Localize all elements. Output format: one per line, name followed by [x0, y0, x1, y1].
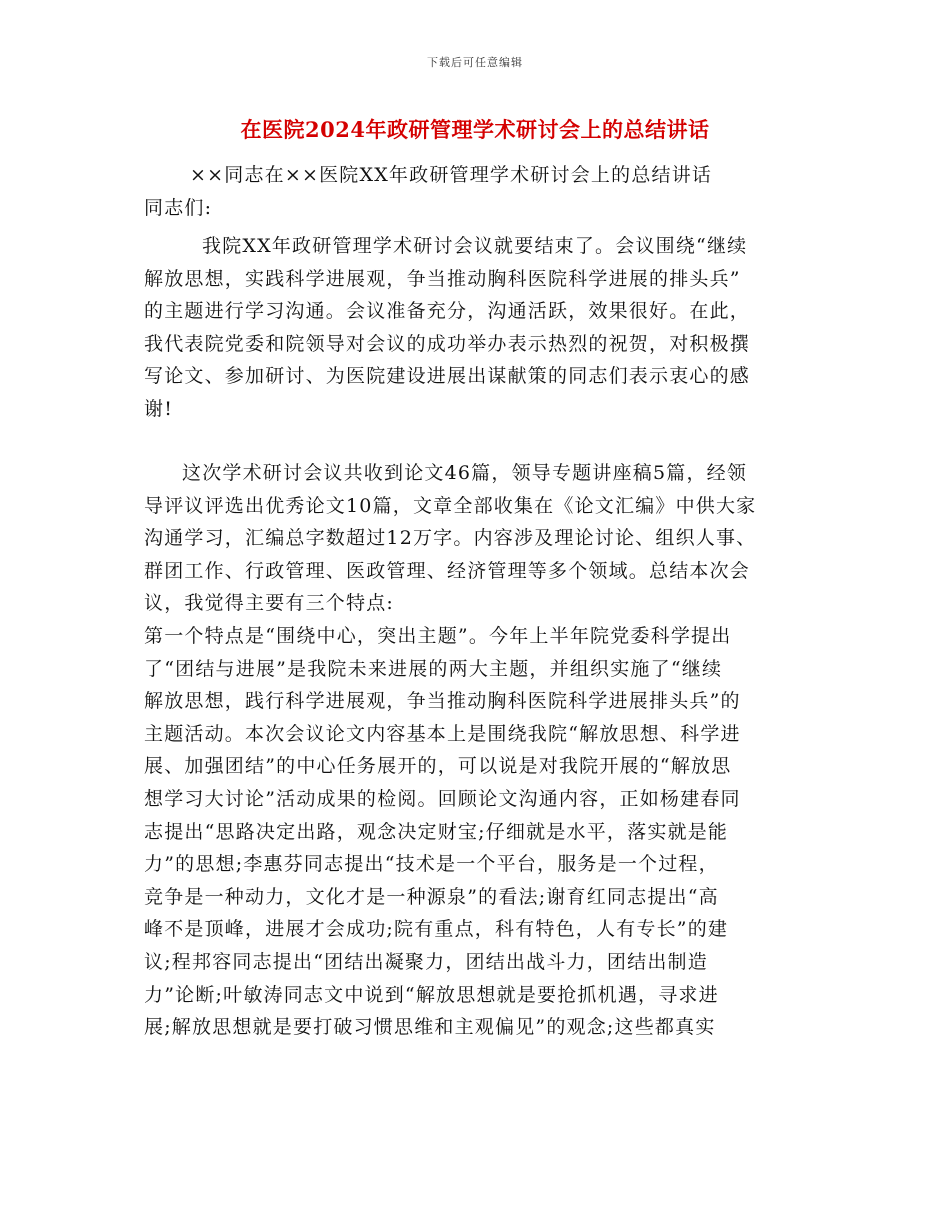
paragraph-line: 的主题进行学习沟通。会议准备充分，沟通活跃，效果很好。在此，	[144, 300, 751, 323]
paragraph-line: 群团工作、行政管理、医政管理、经济管理等多个领域。总结本次会	[144, 559, 751, 582]
paragraph-line: 解放思想，践行科学进展观，争当推动胸科医院科学进展排头兵”的	[144, 690, 741, 713]
paragraph-line: 议;程邦容同志提出“团结出凝聚力，团结出战斗力，团结出制造	[144, 950, 708, 973]
paragraph-2	[144, 457, 804, 620]
paragraph-line: 主题活动。本次会议论文内容基本上是围绕我院“解放思想、科学进	[144, 722, 741, 745]
paragraph-1	[144, 230, 804, 426]
paragraph-line: 议，我觉得主要有三个特点:	[144, 592, 395, 615]
paragraph-line: 我院XX年政研管理学术研讨会议就要结束了。会议围绕“继续	[202, 235, 748, 257]
paragraph-line: 竞争是一种动力，文化才是一种源泉”的看法;谢育红同志提出“高	[144, 885, 719, 908]
paragraph-line: 导评议评选出优秀论文10篇，文章全部收集在《论文汇编》中供大家	[144, 494, 757, 517]
intro-block	[144, 159, 804, 224]
salutation-line: 同志们:	[144, 196, 213, 219]
paragraph-line: 解放思想，实践科学进展观，争当推动胸科医院科学进展的排头兵”	[144, 267, 741, 290]
header-note: 下载后可任意编辑	[427, 56, 523, 69]
paragraph-line: 我代表院党委和院领导对会议的成功举办表示热烈的祝贺，对积极撰	[144, 332, 751, 355]
paragraph-line: 沟通学习，汇编总字数超过12万字。内容涉及理论讨论、组织人事、	[144, 527, 757, 550]
paragraph-line: 峰不是顶峰，进展才会成功;院有重点，科有特色，人有专长”的建	[144, 918, 729, 941]
paragraph-line: 展;解放思想就是要打破习惯思维和主观偏见”的观念;这些都真实	[144, 1016, 716, 1039]
paragraph-line: 这次学术研讨会议共收到论文46篇，领导专题讲座稿5篇，经领	[182, 462, 748, 484]
paragraph-line: 力”论断;叶敏涛同志文中说到“解放思想就是要抢抓机遇，寻求进	[144, 983, 719, 1006]
paragraph-line: 展、加强团结”的中心任务展开的，可以说是对我院开展的“解放思	[144, 755, 732, 778]
paragraph-line: 力”的思想;李惠芬同志提出“技术是一个平台，服务是一个过程，	[144, 853, 719, 876]
paragraph-line: 了“团结与进展”是我院未来进展的两大主题，并组织实施了“继续	[144, 657, 723, 680]
document-title: 在医院2024年政研管理学术研讨会上的总结讲话	[240, 117, 710, 142]
subtitle-line: ××同志在××医院XX年政研管理学术研讨会上的总结讲话	[190, 164, 713, 186]
paragraph-line: 写论文、参加研讨、为医院建设进展出谋献策的同志们表示衷心的感	[144, 365, 751, 388]
paragraph-line: 第一个特点是“围绕中心，突出主题”。今年上半年院党委科学提出	[144, 625, 732, 647]
paragraph-line: 想学习大讨论”活动成果的检阅。回顾论文沟通内容，正如杨建春同	[144, 787, 741, 810]
paragraph-line: 志提出“思路决定出路，观念决定财宝;仔细就是水平，落实就是能	[144, 820, 729, 843]
paragraph-3	[144, 620, 804, 1044]
paragraph-line: 谢!	[144, 397, 174, 420]
